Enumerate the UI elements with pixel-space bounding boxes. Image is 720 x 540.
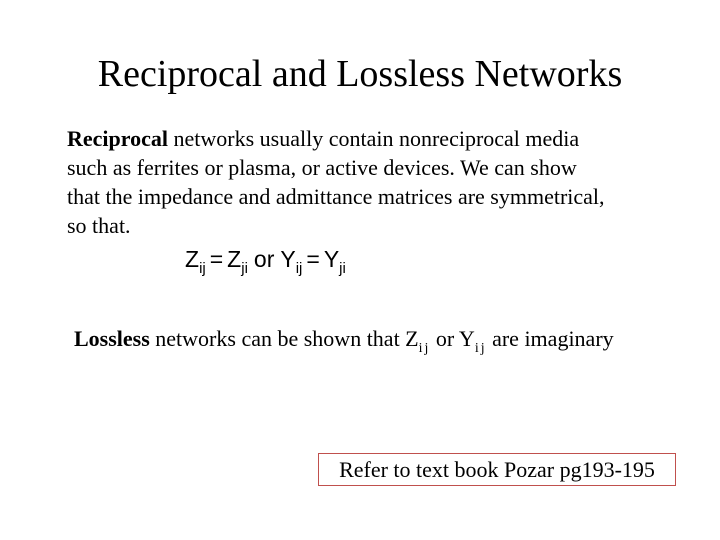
- z-symbol-right: Z: [227, 246, 242, 272]
- reciprocal-line-4: so that.: [67, 213, 131, 238]
- y-symbol-right: Y: [323, 246, 340, 272]
- reciprocal-line-1-text: networks usually contain nonreciprocal media: [168, 126, 580, 151]
- lossless-z-subscript: ij: [418, 341, 431, 356]
- reciprocal-line-2: such as ferrites or plasma, or active devices. We can show: [67, 155, 577, 180]
- z-subscript-left: ij: [199, 260, 206, 277]
- lossless-or-text: or Y: [430, 326, 475, 351]
- lossless-term: Lossless: [74, 326, 150, 351]
- y-subscript-left: ij: [295, 260, 303, 277]
- reference-box: Refer to text book Pozar pg193-195: [318, 453, 676, 486]
- or-word: or: [253, 246, 275, 272]
- reciprocal-line-3: that the impedance and admittance matrices are symmetrical,: [67, 184, 605, 209]
- symmetry-equation: [185, 244, 346, 284]
- slide-title: Reciprocal and Lossless Networks: [97, 53, 623, 95]
- equals-sign-z: =: [209, 246, 224, 272]
- equals-sign-y: =: [306, 246, 320, 272]
- y-symbol-left: Y: [280, 246, 296, 272]
- reciprocal-line-1: [67, 124, 667, 153]
- y-subscript-right: ji: [339, 260, 346, 277]
- lossless-end-text: are imaginary: [486, 326, 614, 351]
- z-symbol-left: Z: [185, 246, 200, 272]
- z-subscript-right: ji: [241, 260, 248, 277]
- reciprocal-paragraph: [67, 124, 667, 240]
- lossless-y-subscript: ij: [474, 341, 487, 356]
- lossless-text: networks can be shown that Z: [149, 326, 419, 351]
- lossless-paragraph: [74, 324, 614, 364]
- reciprocal-term: Reciprocal: [67, 126, 169, 151]
